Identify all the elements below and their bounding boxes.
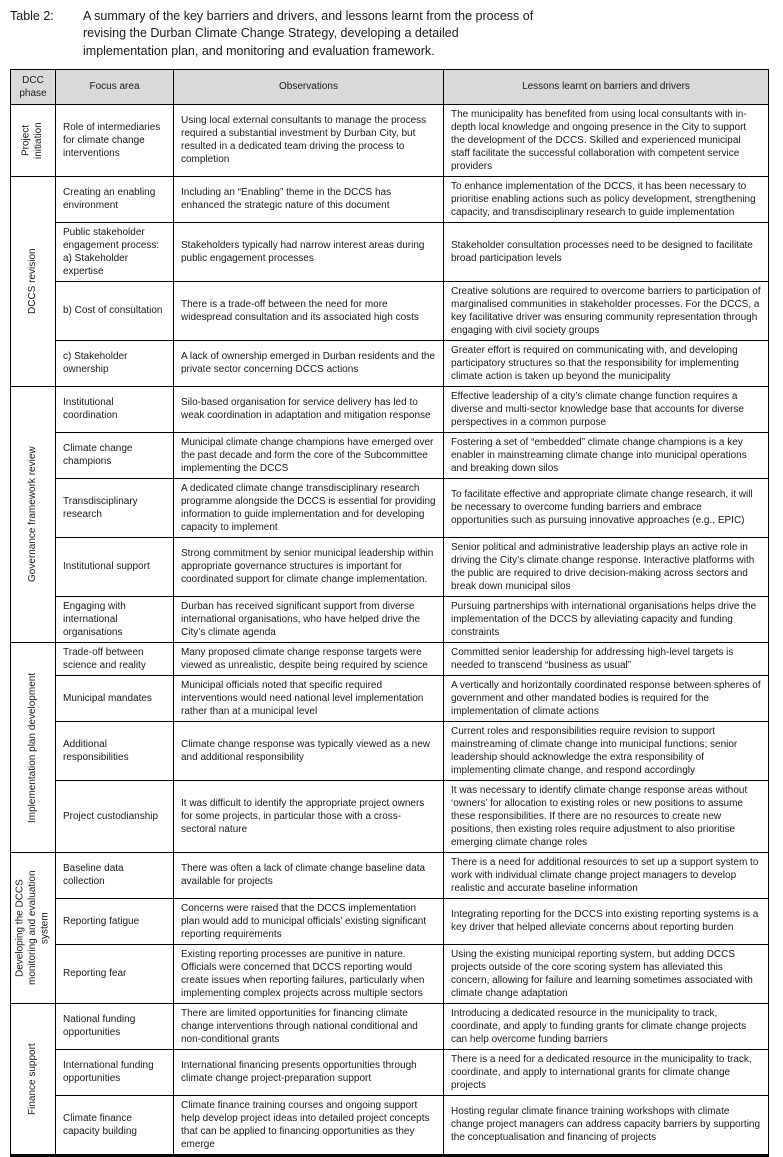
lessons-cell: Hosting regular climate finance training workshops with climate change project managers can address capacity barriers by supporting the conceptualisation and financing of projects: [444, 1095, 769, 1155]
observations-cell: Municipal officials noted that specific required interventions would need national level implementation rather than at a municipal level: [174, 675, 444, 721]
observations-cell: A dedicated climate change transdisciplinary research programme alongside the DCCS is essential for providing information to guide implementation and for developing capacity to implement: [174, 478, 444, 537]
table-body: [11, 104, 769, 1155]
observations-cell: There was often a lack of climate change baseline data available for projects: [174, 852, 444, 898]
observations-cell: Silo-based organisation for service delivery has led to weak coordination in adaptation and mitigation response: [174, 386, 444, 432]
lessons-cell: Senior political and administrative leadership plays an active role in driving the City’s climate change response. Interactive platforms with the public are required to drive decision-making across sectors and break down municipal silos: [444, 537, 769, 596]
phase-cell: [11, 104, 56, 176]
focus-area-cell: b) Cost of consultation: [56, 281, 174, 340]
focus-area-cell: Climate change champions: [56, 432, 174, 478]
lessons-cell: A vertically and horizontally coordinated response between spheres of government and other mandated bodies is required for the implementation of climate actions: [444, 675, 769, 721]
observations-cell: A lack of ownership emerged in Durban residents and the private sector concerning DCCS actions: [174, 340, 444, 386]
table-header-row: [11, 69, 769, 104]
focus-area-cell: Reporting fear: [56, 944, 174, 1003]
table-row: [11, 596, 769, 642]
focus-area-cell: International funding opportunities: [56, 1049, 174, 1095]
phase-label: Project initiation: [20, 121, 44, 159]
lessons-cell: Greater effort is required on communicating with, and developing participatory structures so that the responsibility for implementing climate action is taken up beyond the municipality: [444, 340, 769, 386]
phase-cell: [11, 642, 56, 852]
table-row: [11, 675, 769, 721]
focus-area-cell: National funding opportunities: [56, 1003, 174, 1049]
phase-cell: [11, 386, 56, 642]
phase-cell: [11, 1003, 56, 1155]
lessons-cell: Current roles and responsibilities require revision to support mainstreaming of climate change into municipal functions; senior leadership should acknowledge the extra responsibility of implementing climate change, and respond accordingly: [444, 721, 769, 780]
table-row: [11, 176, 769, 222]
focus-area-cell: Reporting fatigue: [56, 898, 174, 944]
table-row: [11, 780, 769, 852]
table-row: [11, 104, 769, 176]
lessons-cell: Creative solutions are required to overcome barriers to participation of marginalised communities in stakeholder processes. For the DCCS, a key facilitative driver was ensuring community representation through engaging with civil society groups: [444, 281, 769, 340]
table-caption-label: Table 2:: [10, 9, 54, 23]
observations-cell: Including an “Enabling” theme in the DCCS has enhanced the strategic nature of this document: [174, 176, 444, 222]
table-row: [11, 721, 769, 780]
table-row: [11, 642, 769, 675]
focus-area-cell: c) Stakeholder ownership: [56, 340, 174, 386]
focus-area-cell: Public stakeholder engagement process: a) Stakeholder expertise: [56, 222, 174, 281]
lessons-cell: Using the existing municipal reporting system, but adding DCCS projects outside of the core scoring system has alleviated this concern, allowing for failure and learning sometimes associated with climate change adaptation: [444, 944, 769, 1003]
table-row: [11, 944, 769, 1003]
col-header-dcc-phase: DCC phase: [11, 69, 56, 104]
focus-area-cell: Engaging with international organisations: [56, 596, 174, 642]
focus-area-cell: Additional responsibilities: [56, 721, 174, 780]
phase-cell: [11, 176, 56, 386]
table-caption: [10, 8, 783, 60]
lessons-cell: There is a need for a dedicated resource in the municipality to track, coordinate, and apply to international grants for climate change projects: [444, 1049, 769, 1095]
observations-cell: Climate change response was typically viewed as a new and additional responsibility: [174, 721, 444, 780]
lessons-cell: Pursuing partnerships with international organisations helps drive the implementation of the DCCS by alleviating capacity and funding constraints: [444, 596, 769, 642]
focus-area-cell: Trade-off between science and reality: [56, 642, 174, 675]
observations-cell: Many proposed climate change response targets were viewed as unrealistic, despite being required by science: [174, 642, 444, 675]
observations-cell: Municipal climate change champions have emerged over the past decade and form the core of the Subcommittee implementing the DCCS: [174, 432, 444, 478]
lessons-cell: Committed senior leadership for addressing high-level targets is needed to transcend “business as usual”: [444, 642, 769, 675]
phase-label: Governance framework review: [26, 446, 38, 583]
table-caption-text: A summary of the key barriers and drivers, and lessons learnt from the process of revising the Durban Climate Change Strategy, developing a detailed implementation plan, and monitoring and evaluation framework.: [83, 9, 534, 58]
table-row: [11, 281, 769, 340]
table-row: [11, 1049, 769, 1095]
observations-cell: Climate finance training courses and ongoing support help develop project ideas into detailed project concepts that can be applied to financing opportunities as they emerge: [174, 1095, 444, 1155]
lessons-cell: Introducing a dedicated resource in the municipality to track, coordinate, and apply to funding grants for climate change projects can help overcome funding barriers: [444, 1003, 769, 1049]
table-row: [11, 898, 769, 944]
table-row: [11, 386, 769, 432]
table-row: [11, 1003, 769, 1049]
lessons-cell: Effective leadership of a city’s climate change function requires a diverse and multi-sector knowledge base that accounts for diverse perspectives in a common purpose: [444, 386, 769, 432]
lessons-cell: There is a need for additional resources to set up a support system to work with individual climate change project managers to develop realistic and accurate baseline information: [444, 852, 769, 898]
table-row: [11, 432, 769, 478]
focus-area-cell: Creating an enabling environment: [56, 176, 174, 222]
phase-label: DCCS revision: [26, 248, 38, 315]
table-row: [11, 852, 769, 898]
table-row: [11, 478, 769, 537]
lessons-cell: It was necessary to identify climate change response areas without ‘owners’ for allocation to existing roles or new positions to assume these responsibilities. If there are no resources to create new positions, then existing roles require adjustment to also prioritise emerging climate change roles: [444, 780, 769, 852]
lessons-cell: The municipality has benefited from using local consultants with in-depth local knowledge and ongoing presence in the City to support the development of the DCCS. Skilled and experienced municipal staff facilitate the successful collaboration with competent service providers: [444, 104, 769, 176]
table-row: [11, 537, 769, 596]
col-header-observations: Observations: [174, 69, 444, 104]
table-row: [11, 222, 769, 281]
lessons-cell: To enhance implementation of the DCCS, it has been necessary to prioritise enabling actions such as policy development, strengthening capacity, and transdisciplinary research to guide implementation: [444, 176, 769, 222]
barriers-drivers-table: [10, 69, 769, 1157]
focus-area-cell: Project custodianship: [56, 780, 174, 852]
col-header-lessons: Lessons learnt on barriers and drivers: [444, 69, 769, 104]
phase-label: Implementation plan development: [26, 672, 38, 823]
focus-area-cell: Institutional coordination: [56, 386, 174, 432]
observations-cell: There are limited opportunities for financing climate change interventions through national conditional and non-conditional grants: [174, 1003, 444, 1049]
observations-cell: Using local external consultants to manage the process required a substantial investment by Durban City, but resulted in a dedicated team driving the process to completion: [174, 104, 444, 176]
observations-cell: Durban has received significant support from diverse international organisations, who have helped drive the City’s climate agenda: [174, 596, 444, 642]
focus-area-cell: Transdisciplinary research: [56, 478, 174, 537]
table-row: [11, 1095, 769, 1155]
observations-cell: Stakeholders typically had narrow interest areas during public engagement processes: [174, 222, 444, 281]
focus-area-cell: Institutional support: [56, 537, 174, 596]
lessons-cell: Stakeholder consultation processes need to be designed to facilitate broad participation levels: [444, 222, 769, 281]
observations-cell: International financing presents opportunities through climate change project-preparation support: [174, 1049, 444, 1095]
phase-label: Finance support: [26, 1042, 38, 1115]
lessons-cell: Integrating reporting for the DCCS into existing reporting systems is a key driver that helped alleviate concerns about reporting burden: [444, 898, 769, 944]
col-header-focus-area: Focus area: [56, 69, 174, 104]
table-row: [11, 340, 769, 386]
observations-cell: It was difficult to identify the appropriate project owners for some projects, in particular those with a cross-sectoral nature: [174, 780, 444, 852]
observations-cell: There is a trade-off between the need for more widespread consultation and its associated high costs: [174, 281, 444, 340]
phase-label: Developing the DCCS monitoring and evaluation system: [14, 870, 51, 986]
observations-cell: Strong commitment by senior municipal leadership within appropriate governance structures is important for coordinated support for climate change implementation.: [174, 537, 444, 596]
focus-area-cell: Baseline data collection: [56, 852, 174, 898]
focus-area-cell: Municipal mandates: [56, 675, 174, 721]
focus-area-cell: Climate finance capacity building: [56, 1095, 174, 1155]
lessons-cell: To facilitate effective and appropriate climate change research, it will be necessary to overcome funding barriers and embrace opportunities such as pursuing innovative approaches (e.g., EPIC): [444, 478, 769, 537]
observations-cell: Concerns were raised that the DCCS implementation plan would add to municipal officials’ existing significant reporting requirements: [174, 898, 444, 944]
phase-cell: [11, 852, 56, 1003]
lessons-cell: Fostering a set of “embedded” climate change champions is a key enabler in mainstreaming climate change into municipal operations and breaking down silos: [444, 432, 769, 478]
observations-cell: Existing reporting processes are punitive in nature. Officials were concerned that DCCS reporting would create issues when reporting failures, particularly when implementing complex projects across multiple sectors: [174, 944, 444, 1003]
focus-area-cell: Role of intermediaries for climate change interventions: [56, 104, 174, 176]
